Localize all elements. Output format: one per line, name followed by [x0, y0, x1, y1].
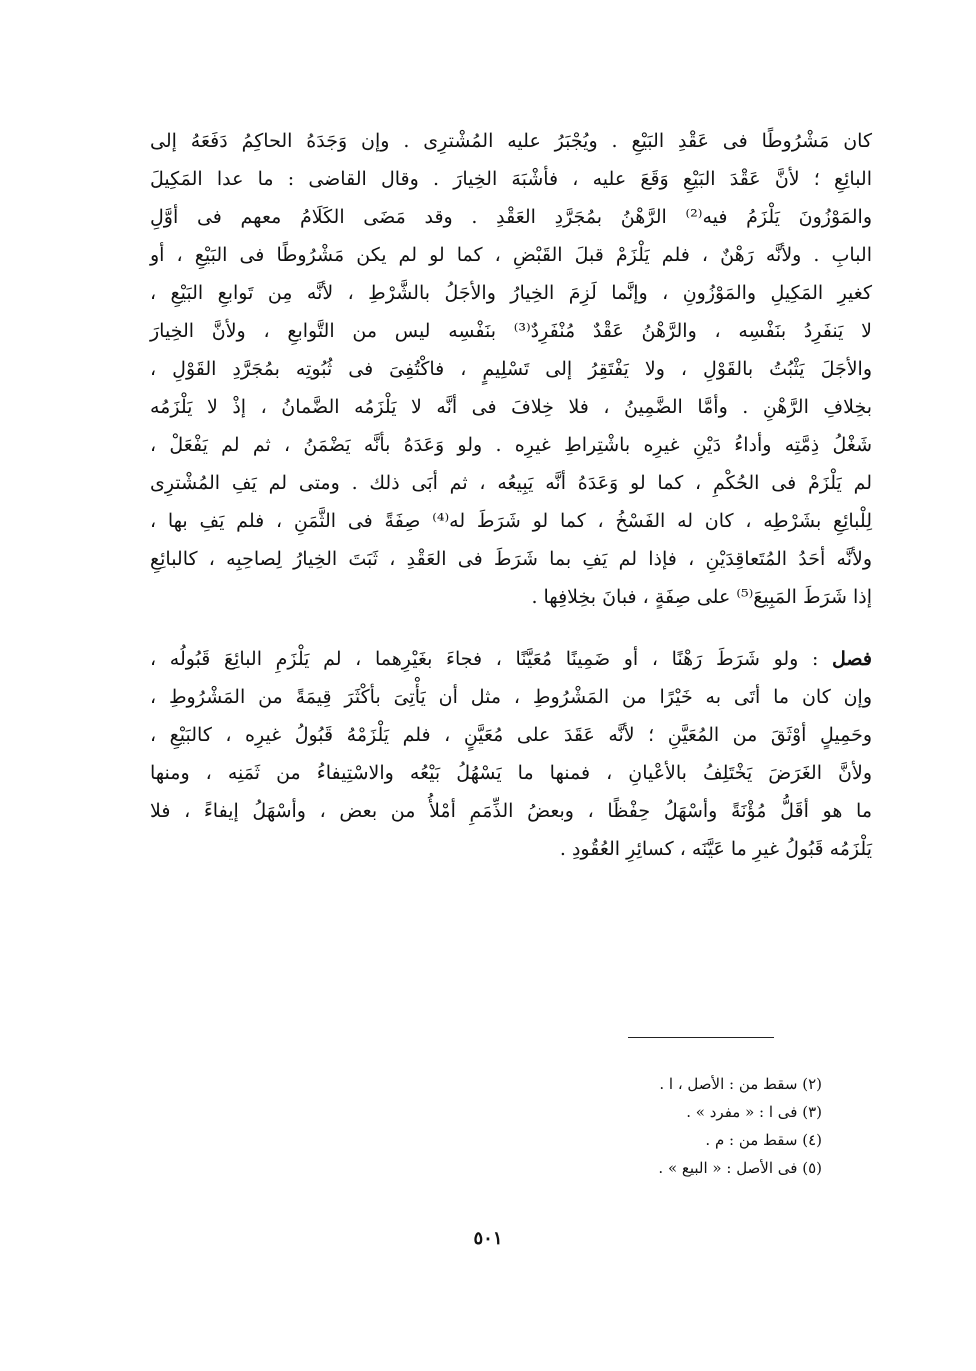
- section-first-line: [150, 640, 872, 678]
- text-line: لا يَنفَرِدُ بنَفْسِه ، والرَّهْنُ عَقْدٌ مُنْفَرِدٌ⁽³⁾ بنَفْسِه ليس من التَّوابعِ ، ولأنَّ الخِيارَ: [150, 320, 872, 342]
- text-line: ولأنَّ الغَرَضَ يَخْتَلِفُ بالأعْيانِ ، فمنها ما يَسْهُلُ بَيْعُه والاسْتِيفاءُ من ثَمَنِه ، ومنها: [150, 762, 872, 784]
- text-line: البائِعِ ؛ لأنَّ عَقْدَ البَيْعِ وَقَعَ عليه ، فأشْبَهَ الخِيارَ . وقال القاضى : ما عدا المَكِيلَ: [150, 168, 872, 190]
- text-line: كغيرِ المَكِيلِ والمَوْزُونِ ، وإنَّما لَزِمَ الخِيارُ والأجَلُ بالشَّرْطِ ، لأنَّه مِن تَوابعِ البَيْعِ ،: [150, 282, 872, 304]
- footnotes: [582, 1070, 822, 1182]
- section-heading: فصل: [832, 648, 872, 670]
- page-number: ٥٠١: [473, 1228, 503, 1249]
- body-text: [150, 122, 872, 868]
- text-line: كان مَشْرُوطًا فى عَقْدِ البَيْعِ . ويُجْبَرُ عليه المُشْترِى . وإن وَجَدَهُ الحاكِمُ دَفَعَهُ إلى: [150, 130, 872, 152]
- text-line: لِلْبائِعِ بشَرْطِه ، كان له الفَسْخُ ، كما لو شَرَطَ له⁽⁴⁾ صِفَةً فى الثَّمَنِ ، فلم يَفِ بها ،: [150, 510, 872, 532]
- text-line: وحَمِيلٍ أوْثَقَ من المُعَيَّنِ ؛ لأنَّه عَقَدَ على مُعَيَّنٍ ، فلم يَلْزَمْهُ قَبُولُ غيرِه ، كالبَيْعِ ،: [150, 724, 872, 746]
- footnote-item: (٤) سقط من : م .: [705, 1131, 822, 1149]
- text-line: البابِ . ولأنَّه رَهْنٌ ، فلم يَلْزَمْ قبلَ القَبْضِ ، كما لو لم يكن مَشْرُوطًا فى البَيْعِ ، أو: [150, 244, 872, 266]
- text-line: شَغْلُ ذِمَّتِه وأداءُ دَيْنِ غيرِه باشْتِراطِ غيرِه . ولو وَعَدَهُ بأنَّه يَضْمَنُ ، ثم لم يَفْعَلْ ،: [150, 434, 872, 456]
- text-line: بخِلافِ الرَّهْنِ . وأمَّا الضَّمِينُ ، فلا خِلافَ فى أنَّه لا يَلْزَمُه الضَّمانُ ، إذْ لا يَلْزَمُه: [150, 396, 872, 418]
- paragraph-spacer: [150, 616, 872, 640]
- footnote-item: (٢) سقط من : الأصل ، ا .: [659, 1075, 822, 1093]
- text-line: ما هو أقَلُّ مُؤْنَةً وأسْهَلُ حِفْظًا ، وبعضُ الذِّمَمِ أمْلأُ من بعض ، وأسْهَلُ إيفاءً ، فلا: [150, 800, 872, 822]
- text-line: يَلْزَمُه قَبُولُ غيرِ ما عَيَّنَه ، كسائِرِ العُقُودِ .: [559, 838, 872, 860]
- paragraph-2: [150, 640, 872, 868]
- footnote-item: (٣) فى ا : « مفرد » .: [686, 1103, 822, 1121]
- footnote-item: (٥) فى الأصل : « البيع » .: [658, 1159, 822, 1177]
- text-line: لم يَلْزَمْ فى الحُكْمِ ، كما لو وَعَدَهُ أنَّه يَبِيعُه ، ثم أبَى ذلك . ومتى لم يَفِ المُشْترِى: [150, 472, 873, 494]
- text-line: والأجَلَ يَثْبُتُ بالقَوْلِ ، ولا يَفْتَقِرُ إلى تَسْلِيمٍ ، فاكْتُفِىَ فى ثُبُوتِه بمُجَرَّدِ القَوْلِ ،: [150, 358, 872, 380]
- text-line: والمَوْزُونَ يَلْزَمُ فيه⁽²⁾ الرَّهْنُ بمُجَرَّدِ العَقْدِ . وقد مَضَى الكَلَامُ معهم فى أوَّلِ: [150, 206, 873, 228]
- text-line: إذا شَرَطَ المَبِيعَ⁽⁵⁾ على صِفَةٍ ، فبانَ بخِلافِها .: [531, 586, 872, 608]
- section-first-line-text: : ولو شَرَطَ رَهْنًا ، أو ضَمِينًا مُعَيَّنًا ، فجاءَ بغَيْرِهما ، لم يَلْزَمِ البائِعَ قَبُولُه ،: [150, 648, 819, 670]
- text-line: وإن كان ما أتَى به خَيْرًا من المَشْرُوطِ ، مثل أن يَأْتِىَ بأكْثَرَ قِيمَةً من المَشْرُوطِ ،: [150, 686, 872, 708]
- text-line: ولأنَّه أحَدُ المُتَعاقِدَيْنِ ، فإذا لم يَفِ بما شَرَطَ فى العَقْدِ ، ثَبَتَ الخِيارُ لِصاحِبِه ، كالبائِعِ: [150, 548, 872, 570]
- footnote-divider: [628, 1037, 774, 1038]
- paragraph-1: [150, 122, 872, 616]
